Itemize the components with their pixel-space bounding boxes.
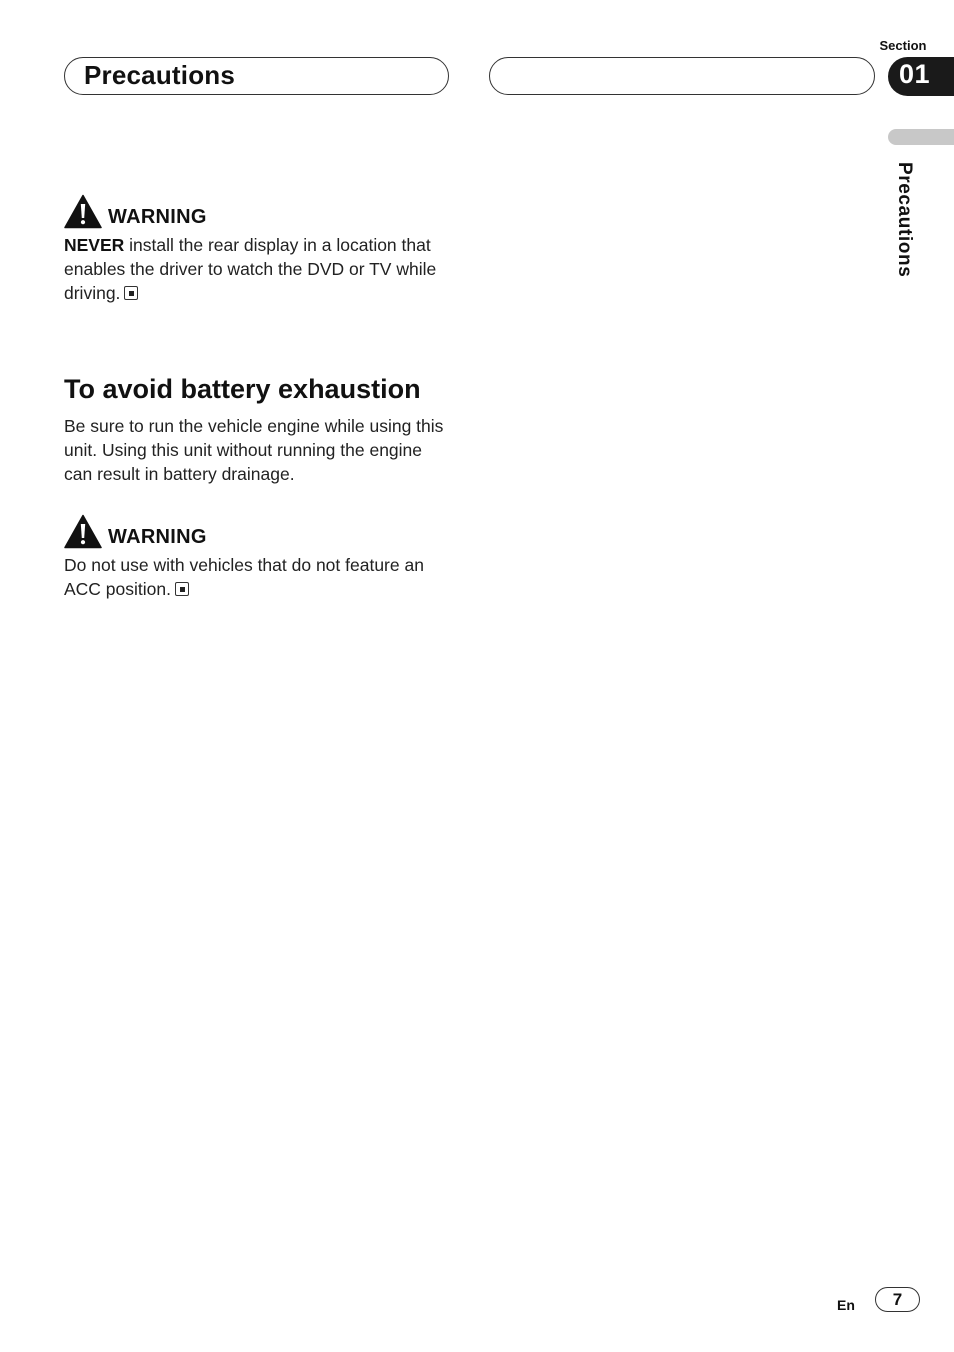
end-mark-icon — [124, 286, 138, 300]
page-title: Precautions — [84, 60, 236, 90]
warning-triangle-icon — [64, 194, 102, 229]
section-number-tab — [888, 57, 954, 96]
warning-strong-word: NEVER — [64, 235, 125, 255]
section-label: Section — [879, 38, 927, 53]
section-number: 01 — [899, 59, 931, 89]
header-blank-box — [489, 57, 875, 95]
warning-label-1: WARNING — [108, 206, 207, 228]
page-number: 7 — [875, 1287, 920, 1312]
warning-block-2 — [64, 514, 464, 601]
side-tab-bar — [888, 129, 954, 145]
section-heading-battery: To avoid battery exhaustion — [64, 374, 421, 404]
side-tab-label: Precautions — [894, 162, 915, 278]
end-mark-icon — [175, 582, 189, 596]
warning-body-2: Do not use with vehicles that do not feature an ACC position. — [64, 555, 424, 599]
warning-text-1 — [64, 233, 454, 305]
battery-paragraph: Be sure to run the vehicle engine while using this unit. Using this unit without running the engine can result in battery drainage. — [64, 416, 444, 484]
warning-body-1: install the rear display in a location that enables the driver to watch the DVD or TV while driving. — [64, 235, 437, 303]
warning-header-2 — [64, 514, 464, 550]
warning-header-1 — [64, 194, 464, 230]
warning-label-2: WARNING — [108, 526, 207, 548]
warning-text-2 — [64, 553, 454, 601]
footer-language: En — [837, 1297, 855, 1313]
header-title-box — [64, 57, 449, 95]
warning-block-1 — [64, 194, 464, 305]
warning-triangle-icon — [64, 514, 102, 549]
